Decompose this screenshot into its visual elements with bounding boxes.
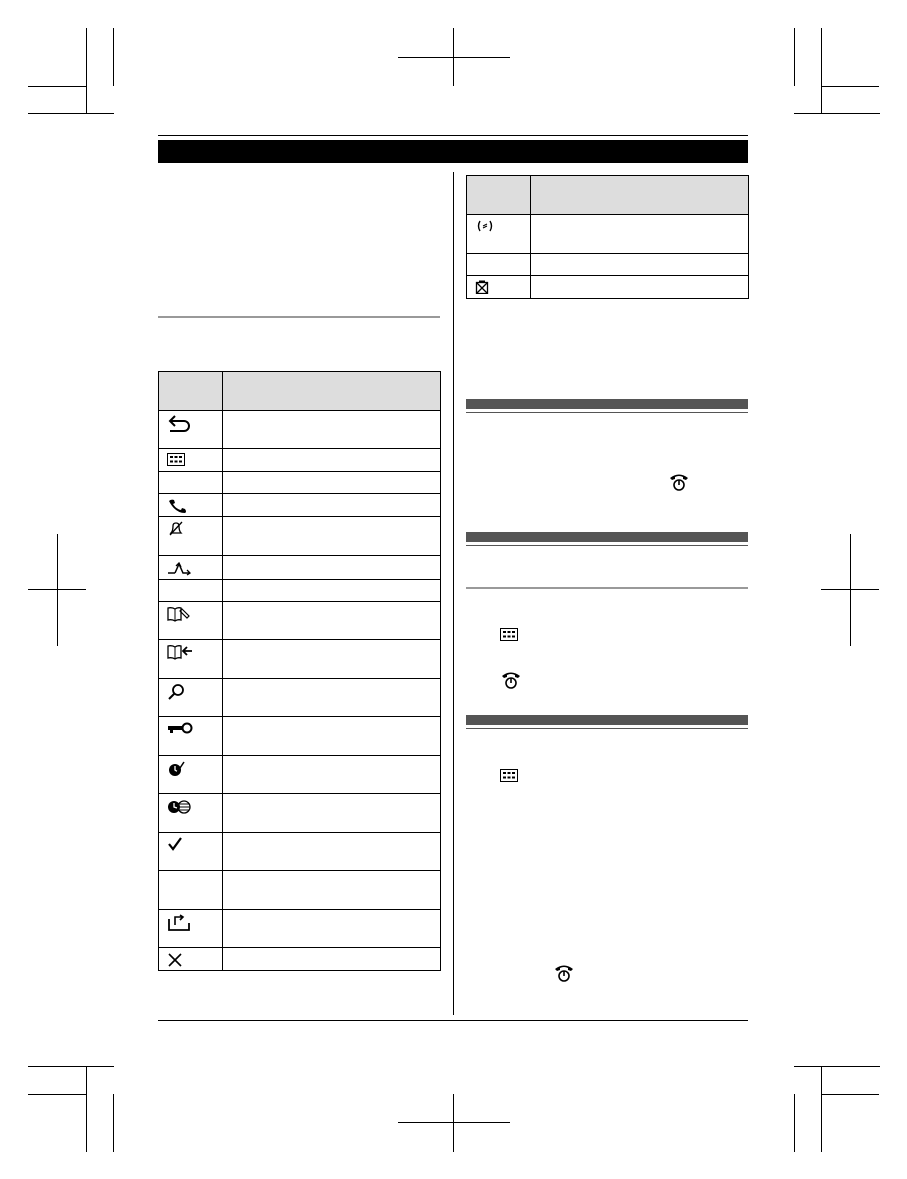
back-arrow-icon <box>167 415 191 433</box>
crop-mark <box>28 1094 86 1095</box>
crop-mark <box>821 28 822 114</box>
crop-mark <box>28 86 86 87</box>
menu-grid-icon <box>500 628 518 641</box>
crop-mark <box>821 1066 822 1152</box>
close-icon <box>167 952 183 968</box>
table-header-row <box>467 176 749 215</box>
menu-grid-icon <box>500 769 518 782</box>
table-row <box>467 254 749 276</box>
alarm-icon <box>167 760 185 778</box>
table-row <box>159 411 441 449</box>
table-row <box>159 756 441 794</box>
icon-table <box>466 175 749 299</box>
signal-icon <box>475 219 495 233</box>
crop-mark <box>794 113 880 114</box>
registration-mark <box>57 534 58 646</box>
check-icon <box>167 837 183 851</box>
battery-empty-icon <box>475 280 489 294</box>
section-heading-rule <box>466 728 748 729</box>
registration-mark <box>453 1094 454 1152</box>
crop-mark <box>113 1094 114 1152</box>
column-separator <box>453 172 454 1015</box>
table-row <box>159 517 441 556</box>
registration-mark <box>398 1122 510 1123</box>
table-row <box>467 276 749 299</box>
table-row <box>159 948 441 971</box>
section-heading-bar <box>466 532 748 542</box>
registration-mark <box>453 28 454 86</box>
table-row <box>159 833 441 871</box>
table-row <box>159 717 441 756</box>
crop-mark <box>821 86 879 87</box>
table-row <box>159 602 441 640</box>
footer-rule <box>158 1020 748 1021</box>
timer-icon <box>167 798 191 816</box>
icon-table <box>158 371 441 971</box>
crop-mark <box>821 1094 879 1095</box>
table-row <box>159 871 441 910</box>
section-heading-rule <box>466 412 748 413</box>
crop-mark <box>86 1066 87 1152</box>
crop-mark <box>794 28 795 86</box>
crop-mark <box>86 28 87 114</box>
table-row <box>159 556 441 580</box>
table-row <box>159 580 441 602</box>
transfer-icon <box>167 560 193 576</box>
crop-mark <box>113 28 114 86</box>
table-row <box>467 215 749 254</box>
phonebook-edit-icon <box>167 606 191 622</box>
key-icon <box>167 721 193 735</box>
table-row <box>159 794 441 833</box>
section-heading-bar <box>466 715 748 725</box>
crop-mark <box>794 1066 880 1067</box>
crop-mark <box>28 113 114 114</box>
table-row <box>159 640 441 679</box>
registration-mark <box>850 534 851 646</box>
table-row <box>159 679 441 717</box>
table-row <box>159 910 441 948</box>
section-heading-rule <box>466 545 748 546</box>
table-header-row <box>159 372 441 411</box>
bell-off-icon <box>167 521 185 537</box>
phone-handset-icon <box>167 498 189 514</box>
search-icon <box>167 683 185 701</box>
off-handset-button-icon <box>500 670 522 690</box>
phonebook-add-icon <box>167 644 193 660</box>
save-icon <box>167 914 191 932</box>
table-row <box>159 472 441 494</box>
off-handset-button-icon <box>668 472 690 492</box>
off-handset-button-icon <box>553 963 575 983</box>
header-bar <box>158 140 748 163</box>
section-rule <box>466 587 748 589</box>
header-rule <box>158 135 748 136</box>
table-row <box>159 494 441 517</box>
table-row <box>159 449 441 472</box>
registration-mark <box>398 57 510 58</box>
crop-mark <box>794 1094 795 1152</box>
crop-mark <box>28 1066 114 1067</box>
menu-grid-icon <box>167 453 185 466</box>
section-rule <box>158 316 440 318</box>
section-heading-bar <box>466 399 748 409</box>
